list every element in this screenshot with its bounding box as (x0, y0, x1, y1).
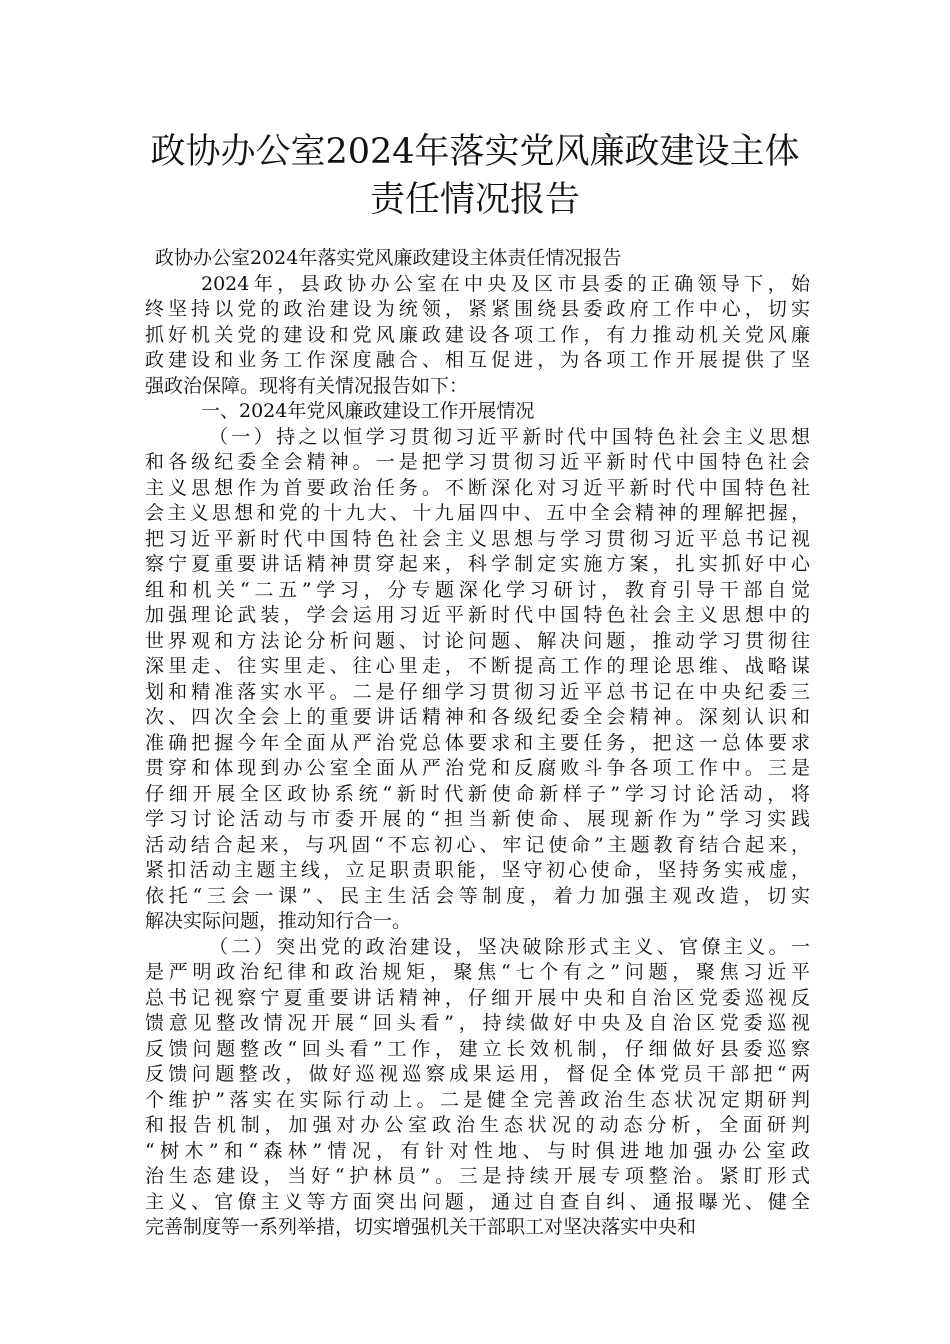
paragraph-line: 政协办公室2024年落实党风廉政建设主体责任情况报告 (155, 247, 622, 269)
paragraph-line: 次、四次全会上的重要讲话精神和各级纪委全会精神。深刻认识和 (145, 706, 810, 728)
paragraph (145, 935, 810, 1241)
paragraph-line: 总书记视察宁夏重要讲话精神，仔细开展中央和自治区党委巡视反 (145, 986, 810, 1009)
title-line-2: 责任情况报告 (369, 180, 580, 220)
paragraph-line: 准确把握今年全面从严治党总体要求和主要任务，把这一总体要求 (145, 731, 810, 754)
paragraph (145, 425, 810, 935)
paragraph-line: 主义、官僚主义等方面突出问题，通过自查自纠、通报曝光、健全 (145, 1190, 810, 1213)
paragraph-line: 2024年，县政协办公室在中央及区市县委的正确领导下，始 (201, 272, 810, 295)
paragraph-line: 反馈问题整改，做好巡视巡察成果运用，督促全体党员干部把“两 (145, 1063, 810, 1085)
paragraph-line: 解决实际问题，推动知行合一。 (145, 910, 412, 932)
paragraph-line: 察宁夏重要讲话精神贯穿起来，科学制定实施方案，扎实抓好中心 (145, 553, 810, 575)
paragraph-line: 治生态建设，当好“护林员”。三是持续开展专项整治。紧盯形式 (145, 1165, 810, 1187)
paragraph-line: 依托“三会一课”、民主生活会等制度，着力加强主观改造，切实 (145, 884, 810, 907)
paragraph-line: 终坚持以党的政治建设为统领，紧紧围绕县委政府工作中心，切实 (145, 298, 810, 320)
paragraph-line: 贯穿和体现到办公室全面从严治党和反腐败斗争各项工作中。三是 (145, 757, 810, 779)
paragraph (145, 272, 810, 400)
paragraph-line: 仔细开展全区政协系统“新时代新使命新样子”学习讨论活动，将 (145, 782, 810, 805)
paragraph-line: 是严明政治纪律和政治规矩，聚焦“七个有之”问题，聚焦习近平 (145, 961, 810, 983)
paragraph-line: 紧扣活动主题主线，立足职责职能，坚守初心使命，坚持务实戒虚， (145, 859, 810, 881)
paragraph-line: 主义思想作为首要政治任务。不断深化对习近平新时代中国特色社 (145, 476, 810, 499)
paragraph-line: 活动结合起来，与巩固“不忘初心、牢记使命”主题教育结合起来， (145, 833, 810, 856)
paragraph-line: 划和精准落实水平。二是仔细学习贯彻习近平总书记在中央纪委三 (145, 680, 810, 703)
paragraph-line: 强政治保障。现将有关情况报告如下： (145, 374, 469, 397)
paragraph-line: （一）持之以恒学习贯彻习近平新时代中国特色社会主义思想 (209, 425, 810, 448)
paragraph-line: 深里走、往实里走、往心里走，不断提高工作的理论思维、战略谋 (145, 655, 810, 677)
paragraph-line: 加强理论武装，学会运用习近平新时代中国特色社会主义思想中的 (145, 604, 810, 626)
paragraph (145, 246, 810, 272)
paragraph-line: 世界观和方法论分析问题、讨论问题、解决问题，推动学习贯彻往 (145, 629, 810, 652)
paragraph-line: 抓好机关党的建设和党风廉政建设各项工作，有力推动机关党风廉 (145, 323, 810, 346)
paragraph-line: “树木”和“森林”情况，有针对性地、与时俱进地加强办公室政 (145, 1139, 810, 1162)
paragraph-line: 组和机关“二五”学习，分专题深化学习研讨，教育引导干部自觉 (145, 578, 810, 601)
paragraph-line: 和报告机制，加强对办公室政治生态状况的动态分析，全面研判 (145, 1114, 810, 1136)
paragraph-line: 把习近平新时代中国特色社会主义思想与学习贯彻习近平总书记视 (145, 527, 810, 550)
paragraph-line: 和各级纪委全会精神。一是把学习贯彻习近平新时代中国特色社会 (145, 451, 810, 473)
paragraph-line: 一、2024年党风廉政建设工作开展情况 (201, 400, 535, 422)
paragraph-line: 个维护”落实在实际行动上。二是健全完善政治生态状况定期研判 (145, 1088, 810, 1111)
document-body (145, 246, 810, 1241)
paragraph-line: 完善制度等一系列举措，切实增强机关干部职工对坚决落实中央和 (145, 1216, 697, 1238)
paragraph-line: （二）突出党的政治建设，坚决破除形式主义、官僚主义。一 (209, 935, 810, 958)
document-title (100, 128, 850, 224)
paragraph-line: 反馈问题整改“回头看”工作，建立长效机制，仔细做好县委巡察 (145, 1037, 810, 1060)
paragraph-line: 政建设和业务工作深度融合、相互促进，为各项工作开展提供了坚 (145, 349, 810, 371)
paragraph-line: 学习讨论活动与市委开展的“担当新使命、展现新作为”学习实践 (145, 808, 810, 830)
title-line-1: 政协办公室2024年落实党风廉政建设主体 (150, 132, 800, 172)
paragraph (145, 399, 810, 425)
paragraph-line: 会主义思想和党的十九大、十九届四中、五中全会精神的理解把握， (145, 502, 810, 524)
paragraph-line: 馈意见整改情况开展“回头看”，持续做好中央及自治区党委巡视 (145, 1012, 810, 1034)
